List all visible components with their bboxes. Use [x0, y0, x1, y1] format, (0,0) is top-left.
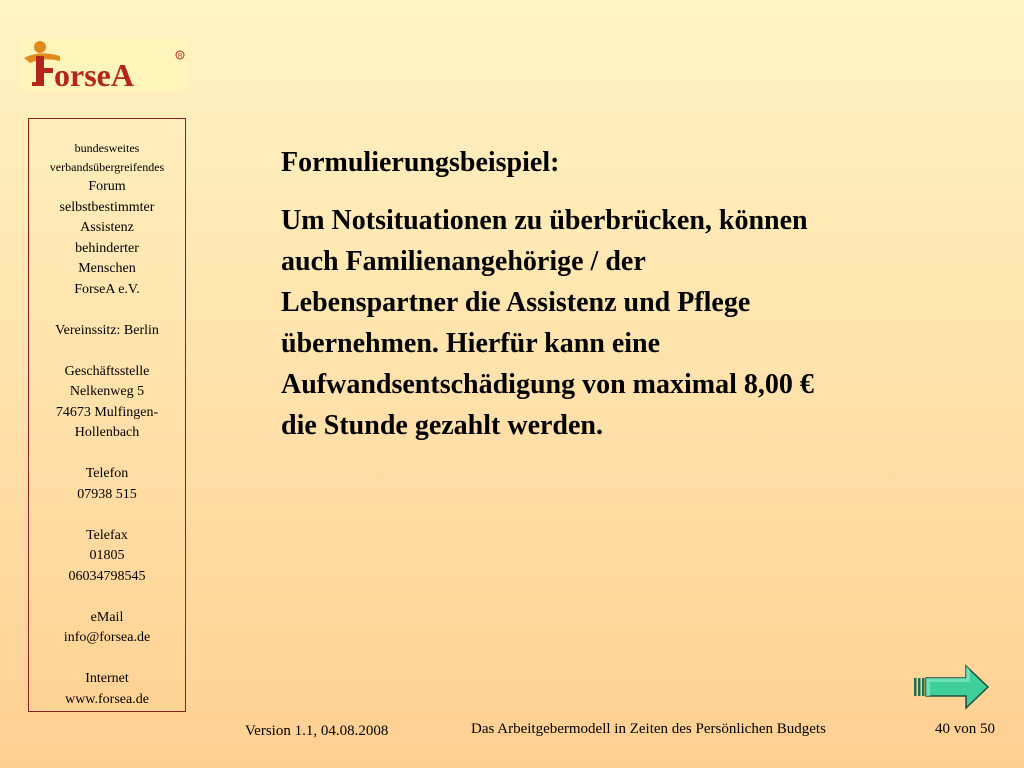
office-city: 74673 Mulfingen- [55, 404, 159, 420]
spacer [29, 444, 185, 465]
spacer [29, 587, 185, 608]
footer-version: Version 1.1, 04.08.2008 [245, 723, 389, 739]
svg-text:R: R [178, 53, 183, 60]
fax-value: 06034798545 [68, 568, 146, 584]
spacer [29, 300, 185, 321]
slide-body-text [281, 200, 961, 446]
footer-title: Das Arbeitgebermodell in Zeiten des Persönlichen Budgets [471, 721, 826, 737]
forsea-logo [20, 38, 188, 92]
office-city: Hollenbach [74, 425, 140, 440]
org-name-line: behinderter [75, 240, 139, 256]
office-label: Geschäftsstelle [64, 363, 150, 379]
email-label: eMail [90, 609, 124, 625]
body-line: die Stunde gezahlt werden. [281, 410, 603, 441]
phone-label: Telefon [85, 466, 129, 481]
sidebar-contact-info [28, 118, 186, 712]
arrow-right-icon [912, 664, 992, 710]
org-name-line: bundesweites [74, 141, 140, 155]
phone-value: 07938 515 [77, 486, 137, 502]
body-line: Aufwandsentschädigung von maximal 8,00 € [281, 369, 814, 400]
org-name-line: Assistenz [80, 220, 134, 235]
svg-text:orseA: orseA [54, 57, 134, 92]
body-line: übernehmen. Hierfür kann eine [281, 328, 661, 359]
internet-value: www.forsea.de [65, 691, 149, 707]
org-name-line: ForseA e.V. [74, 281, 140, 297]
fax-value: 01805 [89, 548, 125, 563]
org-name-line: Menschen [78, 261, 136, 276]
seat-text: Vereinssitz: Berlin [55, 322, 159, 338]
body-line: Um Notsituationen zu überbrücken, können [281, 205, 808, 236]
body-line: auch Familienangehörige / der [281, 246, 646, 277]
footer-page-number: 40 von 50 [935, 721, 995, 737]
slide-heading: Formulierungsbeispiel: [281, 147, 560, 178]
body-line: Lebenspartner die Assistenz und Pflege [281, 287, 751, 318]
office-street: Nelkenweg 5 [69, 384, 145, 399]
forsea-logo-graphic [20, 38, 188, 92]
next-slide-button[interactable] [912, 664, 992, 710]
org-name-line: Forum [88, 179, 126, 194]
internet-label: Internet [85, 671, 129, 686]
spacer [29, 649, 185, 670]
spacer [29, 505, 185, 526]
fax-label: Telefax [86, 527, 128, 543]
org-name-line: selbstbestimmter [59, 199, 155, 215]
email-value: info@forsea.de [63, 630, 151, 645]
spacer [29, 341, 185, 362]
org-name-line: verbandsübergreifendes [49, 160, 165, 174]
